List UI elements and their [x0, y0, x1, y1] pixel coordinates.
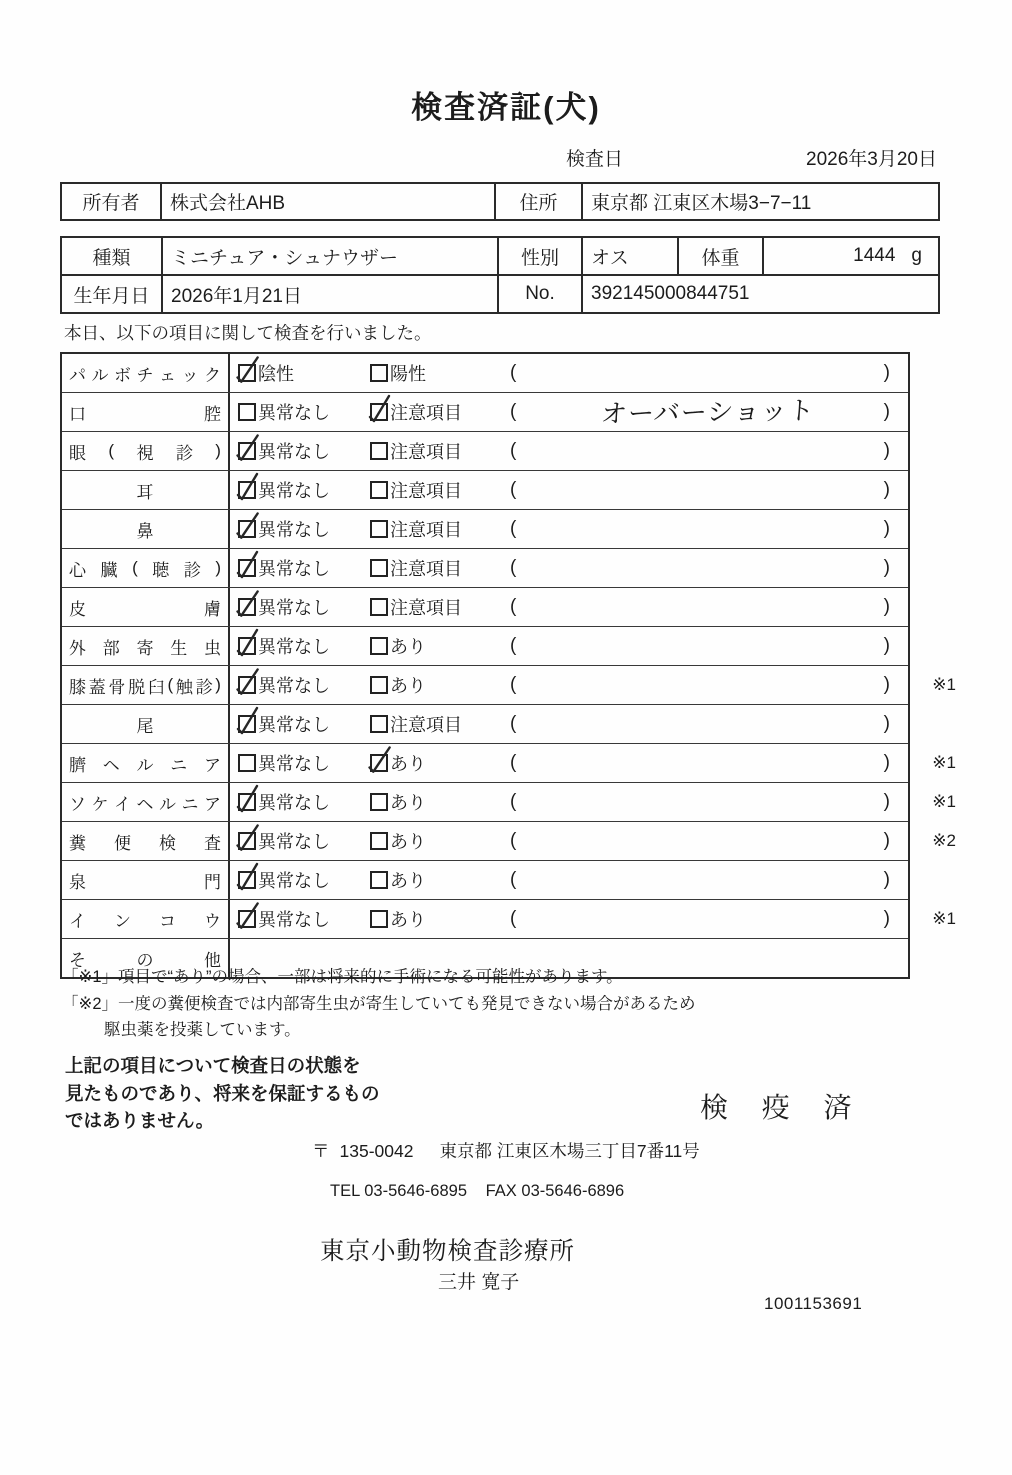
- option-2-label: 注意項目: [390, 559, 462, 579]
- checkbox-icon: [238, 559, 256, 577]
- option-1-label: 異常なし: [258, 754, 330, 774]
- checkbox-icon: [238, 754, 256, 772]
- note-area: [508, 830, 908, 852]
- checklist-item-label: 膝 蓋 骨 脱 臼 ( 触 診 ): [62, 666, 230, 704]
- clinic-address: 東京都 江東区木場三丁目7番11号: [439, 1141, 700, 1161]
- checklist-row: [62, 548, 908, 587]
- open-paren: (: [510, 908, 517, 929]
- footnote-mark: ※2: [932, 831, 956, 850]
- checkbox-icon: [238, 364, 256, 382]
- checklist-item-label: 泉 門: [62, 861, 230, 899]
- checkbox-icon: [238, 637, 256, 655]
- footnote-mark: ※1: [932, 753, 956, 772]
- no-label: No.: [498, 275, 582, 313]
- checkbox-icon: [370, 481, 388, 499]
- checkbox-icon: [370, 364, 388, 382]
- option-1: [238, 360, 370, 386]
- weight-label: 体重: [678, 237, 763, 275]
- footnote-mark: ※1: [932, 909, 956, 928]
- option-1: [238, 399, 370, 425]
- handwritten-note: オーバーショット: [599, 395, 816, 429]
- weight-value: [763, 237, 939, 275]
- checklist-row: [62, 860, 908, 899]
- checklist-options: [230, 783, 908, 821]
- close-paren: ): [883, 752, 890, 773]
- table-row: [61, 275, 939, 313]
- option-2: [370, 867, 508, 893]
- open-paren: (: [510, 830, 517, 851]
- checkbox-icon: [238, 871, 256, 889]
- option-2-label: 陽性: [390, 364, 426, 384]
- inspection-date-value: 2026年3月20日: [806, 149, 937, 170]
- checklist-options: [230, 510, 908, 548]
- close-paren: ): [883, 557, 890, 578]
- option-1: [238, 750, 370, 776]
- open-paren: (: [510, 596, 517, 617]
- address-value: 東京都 江東区木場3−7−11: [582, 183, 939, 220]
- checkbox-icon: [370, 403, 388, 421]
- checklist-item-label: 眼 ( 視 診 ): [62, 432, 230, 470]
- checklist-options: [230, 549, 908, 587]
- checklist-item-label: ソ ケ イ ヘ ル ニ ア: [62, 783, 230, 821]
- option-2-label: あり: [390, 871, 426, 891]
- close-paren: ): [883, 362, 890, 383]
- option-1-label: 異常なし: [258, 871, 330, 891]
- checklist-row: [62, 392, 908, 431]
- checkbox-icon: [370, 598, 388, 616]
- checkbox-icon: [238, 598, 256, 616]
- note-area: [508, 395, 908, 429]
- address-label: 住所: [495, 183, 582, 220]
- option-1-label: 異常なし: [258, 520, 330, 540]
- note-area: [508, 518, 908, 540]
- option-2: [370, 477, 508, 503]
- examiner-name: 三井 寛子: [438, 1272, 520, 1293]
- checkbox-icon: [238, 442, 256, 460]
- option-1: [238, 594, 370, 620]
- note-area: [508, 635, 908, 657]
- note-area: [508, 557, 908, 579]
- checklist-item-label: パ ル ボ チ ェ ッ ク: [62, 354, 230, 392]
- footnote-line: 「※2」一度の糞便検査では内部寄生虫が寄生していても発見できない場合があるため: [62, 994, 696, 1013]
- open-paren: (: [510, 674, 517, 695]
- option-2: [370, 633, 508, 659]
- checklist-table: [60, 352, 956, 979]
- checklist-options: [230, 432, 908, 470]
- tel-number: 03-5646-6895: [364, 1182, 468, 1200]
- checklist-options: [230, 705, 908, 743]
- checkbox-icon: [370, 715, 388, 733]
- document-number: 1001153691: [764, 1294, 863, 1313]
- note-area: [508, 596, 908, 618]
- close-paren: ): [883, 908, 890, 929]
- checklist-options: [230, 822, 908, 860]
- open-paren: (: [510, 713, 517, 734]
- clinic-name: 東京小動物検査診療所: [320, 1238, 575, 1265]
- sex-value: オス: [582, 237, 678, 275]
- disclaimer-line: 見たものであり、将来を保証するもの: [65, 1082, 380, 1104]
- option-2: [370, 438, 508, 464]
- checklist-row: [62, 665, 956, 704]
- open-paren: (: [510, 479, 517, 500]
- note-area: [508, 869, 908, 891]
- open-paren: (: [510, 557, 517, 578]
- close-paren: ): [883, 440, 890, 461]
- close-paren: ): [883, 596, 890, 617]
- option-2: [370, 672, 508, 698]
- open-paren: (: [510, 752, 517, 773]
- checklist-item-label: 尾: [62, 705, 230, 743]
- option-2-label: あり: [390, 754, 426, 774]
- checklist-options: [230, 627, 908, 665]
- sex-label: 性別: [498, 237, 582, 275]
- pet-table: [60, 236, 940, 314]
- fax-label: FAX: [485, 1182, 517, 1200]
- option-1: [238, 828, 370, 854]
- checklist-options: [230, 744, 908, 782]
- open-paren: (: [510, 440, 517, 461]
- option-1: [238, 633, 370, 659]
- checkbox-icon: [238, 481, 256, 499]
- footnote-line: 「※1」項目で“あり”の場合、一部は将来的に手術になる可能性があります。: [62, 968, 623, 986]
- option-1-label: 異常なし: [258, 598, 330, 618]
- option-2-label: あり: [390, 637, 426, 657]
- checkbox-icon: [370, 910, 388, 928]
- option-2-label: あり: [390, 832, 426, 852]
- close-paren: ): [883, 674, 890, 695]
- checklist-options: [230, 471, 908, 509]
- option-2: [370, 711, 508, 737]
- checklist-row: [62, 743, 956, 782]
- checklist-item-label: 鼻: [62, 510, 230, 548]
- checklist-options: [230, 354, 908, 392]
- option-2-label: あり: [390, 676, 426, 696]
- checklist-options: [230, 900, 908, 938]
- footnote-line: 駆虫薬を投薬しています。: [104, 1021, 301, 1039]
- option-2-label: 注意項目: [390, 520, 462, 540]
- checkbox-icon: [370, 754, 388, 772]
- page-title: 検査済証(犬): [411, 90, 601, 125]
- option-2-label: 注意項目: [390, 715, 462, 735]
- footnote-mark: ※1: [932, 792, 956, 811]
- footnote-mark: ※1: [932, 675, 956, 694]
- option-1: [238, 555, 370, 581]
- checklist-item-label: 外 部 寄 生 虫: [62, 627, 230, 665]
- option-2-label: 注意項目: [390, 481, 462, 501]
- option-2: [370, 594, 508, 620]
- checklist-row: [62, 626, 908, 665]
- checklist-options: [230, 861, 908, 899]
- option-1-label: 異常なし: [258, 559, 330, 579]
- open-paren: (: [510, 518, 517, 539]
- option-1: [238, 438, 370, 464]
- checklist-row: [62, 431, 908, 470]
- option-2-label: 注意項目: [390, 403, 462, 423]
- open-paren: (: [510, 401, 517, 422]
- weight-number: 1444: [853, 245, 896, 266]
- option-1: [238, 711, 370, 737]
- option-1: [238, 789, 370, 815]
- checklist-row: [62, 354, 908, 392]
- quarantine-stamp: 検 疫 済: [700, 1092, 865, 1123]
- tel-label: TEL: [330, 1182, 360, 1200]
- checkbox-icon: [238, 715, 256, 733]
- checklist-item-label: 心 臓 ( 聴 診 ): [62, 549, 230, 587]
- checkbox-icon: [370, 676, 388, 694]
- checkbox-icon: [370, 559, 388, 577]
- option-1-label: 異常なし: [258, 442, 330, 462]
- checklist-item-label: 口 腔: [62, 393, 230, 431]
- checklist-row: [62, 899, 956, 938]
- weight-unit: g: [911, 245, 922, 266]
- option-2: [370, 789, 508, 815]
- note-area: [508, 479, 908, 501]
- checkbox-icon: [370, 871, 388, 889]
- checklist-options: [230, 393, 908, 431]
- clinic-address-line: [312, 1138, 700, 1163]
- note-area: [508, 674, 908, 696]
- checklist-row: [62, 704, 908, 743]
- option-2: [370, 360, 508, 386]
- checklist-item-label: そ の 他: [62, 939, 230, 977]
- open-paren: (: [510, 791, 517, 812]
- checkbox-icon: [238, 520, 256, 538]
- option-1-label: 陰性: [258, 364, 294, 384]
- checkbox-icon: [238, 832, 256, 850]
- birthdate-label: 生年月日: [61, 275, 162, 313]
- close-paren: ): [883, 479, 890, 500]
- close-paren: ): [883, 401, 890, 422]
- table-row: [61, 237, 939, 275]
- option-1: [238, 867, 370, 893]
- option-2-label: 注意項目: [390, 598, 462, 618]
- option-2: [370, 399, 508, 425]
- owner-table: [60, 182, 940, 221]
- note-area: [508, 362, 908, 384]
- checkbox-icon: [238, 793, 256, 811]
- intro-sentence: 本日、以下の項目に関して検査を行いました。: [64, 323, 432, 343]
- close-paren: ): [883, 869, 890, 890]
- checkbox-icon: [238, 403, 256, 421]
- note-area: [508, 791, 908, 813]
- option-1: [238, 477, 370, 503]
- option-1-label: 異常なし: [258, 403, 330, 423]
- checklist-row: [62, 509, 908, 548]
- option-1: [238, 672, 370, 698]
- option-2: [370, 828, 508, 854]
- checkbox-icon: [370, 520, 388, 538]
- checklist-item-label: 耳: [62, 471, 230, 509]
- checklist-row: [62, 821, 956, 860]
- option-2-label: 注意項目: [390, 442, 462, 462]
- inspection-date-label: 検査日: [566, 149, 624, 170]
- checkbox-icon: [370, 793, 388, 811]
- checklist-options: [230, 588, 908, 626]
- option-2-label: あり: [390, 793, 426, 813]
- checklist-item-label: 糞 便 検 査: [62, 822, 230, 860]
- note-area: [508, 713, 908, 735]
- option-2: [370, 906, 508, 932]
- close-paren: ): [883, 635, 890, 656]
- checkbox-icon: [370, 637, 388, 655]
- close-paren: ): [883, 713, 890, 734]
- checklist-item-label: 皮 膚: [62, 588, 230, 626]
- disclaimer-line: ではありません。: [65, 1110, 215, 1131]
- note-area: [508, 752, 908, 774]
- close-paren: ): [883, 830, 890, 851]
- option-1-label: 異常なし: [258, 715, 330, 735]
- open-paren: (: [510, 635, 517, 656]
- owner-value: 株式会社AHB: [161, 183, 495, 220]
- footnotes: [62, 964, 696, 1044]
- no-value: 392145000844751: [582, 275, 939, 313]
- fax-number: 03-5646-6896: [521, 1182, 625, 1200]
- owner-label: 所有者: [61, 183, 161, 220]
- checkbox-icon: [370, 832, 388, 850]
- option-2: [370, 516, 508, 542]
- checklist-options: [230, 666, 908, 704]
- option-2-label: あり: [390, 910, 426, 930]
- checklist-row: [62, 782, 956, 821]
- tel-fax-line: [330, 1182, 624, 1201]
- birthdate-value: 2026年1月21日: [162, 275, 498, 313]
- checkbox-icon: [238, 910, 256, 928]
- breed-value: ミニチュア・シュナウザー: [162, 237, 498, 275]
- checklist-item-label: 臍 ヘ ル ニ ア: [62, 744, 230, 782]
- breed-label: 種類: [61, 237, 162, 275]
- option-1: [238, 906, 370, 932]
- option-1-label: 異常なし: [258, 793, 330, 813]
- checkbox-icon: [370, 442, 388, 460]
- option-2: [370, 555, 508, 581]
- option-1-label: 異常なし: [258, 832, 330, 852]
- postal-code: 135-0042: [339, 1141, 414, 1161]
- disclaimer: [65, 1052, 380, 1135]
- option-1: [238, 516, 370, 542]
- open-paren: (: [510, 362, 517, 383]
- postal-mark: 〒: [312, 1141, 330, 1161]
- table-row: [61, 183, 939, 220]
- open-paren: (: [510, 869, 517, 890]
- close-paren: ): [883, 791, 890, 812]
- option-1-label: 異常なし: [258, 481, 330, 501]
- option-2: [370, 750, 508, 776]
- option-1-label: 異常なし: [258, 676, 330, 696]
- checklist-row: [62, 587, 908, 626]
- close-paren: ): [883, 518, 890, 539]
- checkbox-icon: [238, 676, 256, 694]
- note-area: [508, 908, 908, 930]
- checklist-row: [62, 470, 908, 509]
- checklist-item-label: イ ン コ ウ: [62, 900, 230, 938]
- disclaimer-line: 上記の項目について検査日の状態を: [65, 1055, 361, 1076]
- option-1-label: 異常なし: [258, 910, 330, 930]
- note-area: [508, 440, 908, 462]
- option-1-label: 異常なし: [258, 637, 330, 657]
